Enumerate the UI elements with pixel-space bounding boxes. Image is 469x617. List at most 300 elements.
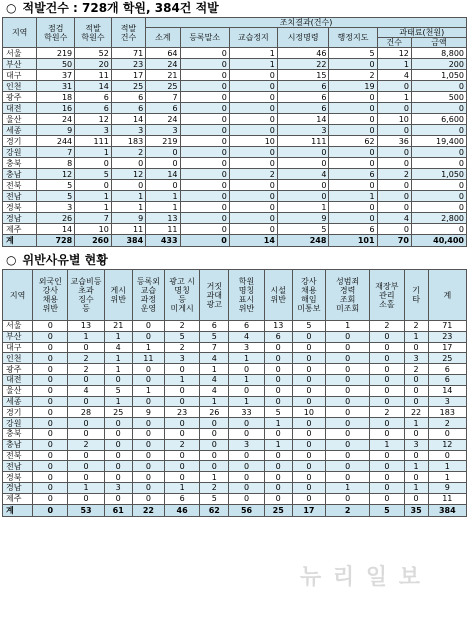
value-cell: 0 bbox=[277, 191, 329, 202]
value-cell: 1,050 bbox=[411, 169, 466, 180]
value-cell: 0 bbox=[326, 353, 370, 364]
value-cell: 3 bbox=[104, 482, 132, 493]
value-cell: 0 bbox=[180, 136, 229, 147]
value-cell: 0 bbox=[377, 125, 411, 136]
value-cell: 5 bbox=[264, 407, 292, 418]
total-value: 14 bbox=[229, 235, 277, 247]
value-cell: 62 bbox=[329, 136, 377, 147]
table-row bbox=[3, 213, 467, 224]
value-cell: 25 bbox=[104, 407, 132, 418]
value-cell: 6 bbox=[165, 493, 200, 504]
value-cell: 1 bbox=[111, 191, 145, 202]
value-cell: 0 bbox=[132, 418, 164, 429]
value-cell: 0 bbox=[180, 114, 229, 125]
value-cell: 0 bbox=[277, 158, 329, 169]
value-cell: 6 bbox=[277, 103, 329, 114]
value-cell: 0 bbox=[329, 92, 377, 103]
table-row bbox=[3, 493, 467, 504]
value-cell: 0 bbox=[411, 125, 466, 136]
value-cell: 0 bbox=[180, 103, 229, 114]
value-cell: 2 bbox=[377, 169, 411, 180]
value-cell: 0 bbox=[33, 461, 68, 472]
value-cell: 0 bbox=[229, 147, 277, 158]
value-cell: 0 bbox=[132, 331, 164, 342]
value-cell: 1 bbox=[229, 59, 277, 70]
region-cell: 강원 bbox=[3, 418, 33, 429]
value-cell: 33 bbox=[229, 407, 264, 418]
header-results: 조치결과(건수) bbox=[146, 18, 467, 28]
value-cell: 0 bbox=[370, 428, 404, 439]
header-inspected: 점검 학원수 bbox=[37, 18, 75, 48]
value-cell: 1,050 bbox=[411, 70, 466, 81]
region-cell: 강원 bbox=[3, 147, 37, 158]
value-cell: 0 bbox=[326, 450, 370, 461]
value-cell: 6 bbox=[428, 364, 466, 375]
value-cell: 0 bbox=[180, 202, 229, 213]
value-cell: 1 bbox=[200, 364, 229, 375]
value-cell: 13 bbox=[68, 321, 104, 332]
total-value: 62 bbox=[200, 504, 229, 516]
value-cell: 0 bbox=[68, 374, 104, 385]
value-cell: 0 bbox=[404, 385, 428, 396]
table-row bbox=[3, 103, 467, 114]
value-cell: 0 bbox=[229, 103, 277, 114]
value-cell: 0 bbox=[33, 472, 68, 483]
value-cell: 1 bbox=[404, 331, 428, 342]
value-cell: 50 bbox=[37, 59, 75, 70]
value-cell: 0 bbox=[68, 461, 104, 472]
total-value: 56 bbox=[229, 504, 264, 516]
value-cell: 0 bbox=[329, 59, 377, 70]
region-cell: 충북 bbox=[3, 428, 33, 439]
value-cell: 0 bbox=[229, 81, 277, 92]
value-cell: 4 bbox=[68, 385, 104, 396]
header-cell: 외국인 강사 채용 위반 bbox=[33, 270, 68, 321]
value-cell: 0 bbox=[180, 213, 229, 224]
header-fine-count: 건수 bbox=[377, 38, 411, 48]
bullet-icon: ○ bbox=[6, 253, 17, 267]
total-value: 248 bbox=[277, 235, 329, 247]
value-cell: 0 bbox=[292, 493, 325, 504]
value-cell: 0 bbox=[200, 418, 229, 429]
value-cell: 0 bbox=[329, 202, 377, 213]
value-cell: 24 bbox=[146, 114, 180, 125]
value-cell: 0 bbox=[329, 114, 377, 125]
total-value: 728 bbox=[37, 235, 75, 247]
value-cell: 0 bbox=[33, 353, 68, 364]
value-cell: 0 bbox=[411, 224, 466, 235]
value-cell: 13 bbox=[146, 213, 180, 224]
value-cell: 14 bbox=[75, 81, 112, 92]
value-cell: 0 bbox=[329, 213, 377, 224]
header-cell: 지역 bbox=[3, 270, 33, 321]
value-cell: 0 bbox=[326, 331, 370, 342]
value-cell: 0 bbox=[277, 180, 329, 191]
value-cell: 7 bbox=[75, 213, 112, 224]
region-cell: 부산 bbox=[3, 59, 37, 70]
value-cell: 23 bbox=[111, 59, 145, 70]
region-cell: 울산 bbox=[3, 114, 37, 125]
value-cell: 7 bbox=[200, 342, 229, 353]
value-cell: 0 bbox=[68, 493, 104, 504]
value-cell: 3 bbox=[165, 353, 200, 364]
value-cell: 0 bbox=[229, 472, 264, 483]
value-cell: 2 bbox=[229, 169, 277, 180]
header-cell: 성범죄 경력 조회 미조회 bbox=[326, 270, 370, 321]
region-cell: 경남 bbox=[3, 482, 33, 493]
value-cell: 25 bbox=[111, 81, 145, 92]
value-cell: 2 bbox=[200, 482, 229, 493]
value-cell: 0 bbox=[75, 158, 112, 169]
value-cell: 1 bbox=[104, 396, 132, 407]
watermark-logo: 뉴 리 일 보 bbox=[300, 565, 422, 590]
value-cell: 0 bbox=[165, 450, 200, 461]
value-cell: 0 bbox=[370, 374, 404, 385]
total-value: 35 bbox=[404, 504, 428, 516]
value-cell: 7 bbox=[146, 92, 180, 103]
header-correction: 시정명령 bbox=[277, 28, 329, 48]
value-cell: 6 bbox=[264, 331, 292, 342]
value-cell: 0 bbox=[229, 224, 277, 235]
region-cell: 전북 bbox=[3, 450, 33, 461]
value-cell: 0 bbox=[329, 158, 377, 169]
region-cell: 경남 bbox=[3, 213, 37, 224]
value-cell: 0 bbox=[404, 342, 428, 353]
value-cell: 0 bbox=[404, 428, 428, 439]
value-cell: 1 bbox=[428, 461, 466, 472]
region-cell: 충남 bbox=[3, 439, 33, 450]
value-cell: 0 bbox=[132, 364, 164, 375]
value-cell: 2 bbox=[370, 321, 404, 332]
value-cell: 3 bbox=[75, 125, 112, 136]
region-cell: 부산 bbox=[3, 331, 33, 342]
region-cell: 전남 bbox=[3, 191, 37, 202]
table-row bbox=[3, 114, 467, 125]
value-cell: 5 bbox=[200, 493, 229, 504]
region-cell: 울산 bbox=[3, 385, 33, 396]
value-cell: 0 bbox=[132, 321, 164, 332]
value-cell: 6 bbox=[146, 103, 180, 114]
table-row bbox=[3, 92, 467, 103]
value-cell: 17 bbox=[111, 70, 145, 81]
value-cell: 5 bbox=[165, 331, 200, 342]
value-cell: 1 bbox=[104, 364, 132, 375]
value-cell: 0 bbox=[229, 213, 277, 224]
value-cell: 8 bbox=[37, 158, 75, 169]
value-cell: 20 bbox=[75, 59, 112, 70]
value-cell: 2 bbox=[165, 439, 200, 450]
value-cell: 0 bbox=[229, 482, 264, 493]
value-cell: 0 bbox=[180, 81, 229, 92]
value-cell: 0 bbox=[264, 493, 292, 504]
value-cell: 0 bbox=[229, 385, 264, 396]
value-cell: 0 bbox=[180, 48, 229, 59]
value-cell: 0 bbox=[326, 461, 370, 472]
value-cell: 21 bbox=[104, 321, 132, 332]
region-cell: 대구 bbox=[3, 70, 37, 81]
section1-title bbox=[0, 0, 469, 17]
value-cell: 5 bbox=[292, 321, 325, 332]
table-row bbox=[3, 147, 467, 158]
table-row bbox=[3, 450, 467, 461]
table-row bbox=[3, 385, 467, 396]
total-label: 계 bbox=[3, 504, 33, 516]
value-cell: 6 bbox=[277, 92, 329, 103]
value-cell: 0 bbox=[370, 331, 404, 342]
value-cell: 0 bbox=[404, 472, 428, 483]
value-cell: 16 bbox=[37, 103, 75, 114]
table-row bbox=[3, 48, 467, 59]
value-cell: 4 bbox=[377, 213, 411, 224]
table-row bbox=[3, 224, 467, 235]
value-cell: 0 bbox=[229, 364, 264, 375]
value-cell: 0 bbox=[326, 342, 370, 353]
value-cell: 0 bbox=[292, 428, 325, 439]
value-cell: 22 bbox=[277, 59, 329, 70]
value-cell: 0 bbox=[132, 493, 164, 504]
region-cell: 전북 bbox=[3, 180, 37, 191]
value-cell: 1 bbox=[326, 321, 370, 332]
total-value: 260 bbox=[75, 235, 112, 247]
value-cell: 0 bbox=[68, 342, 104, 353]
value-cell: 0 bbox=[370, 472, 404, 483]
value-cell: 1 bbox=[146, 202, 180, 213]
value-cell: 64 bbox=[146, 48, 180, 59]
value-cell: 0 bbox=[370, 461, 404, 472]
value-cell: 3 bbox=[428, 396, 466, 407]
value-cell: 1 bbox=[75, 147, 112, 158]
value-cell: 219 bbox=[37, 48, 75, 59]
value-cell: 0 bbox=[292, 472, 325, 483]
value-cell: 6 bbox=[277, 81, 329, 92]
value-cell: 0 bbox=[292, 461, 325, 472]
value-cell: 0 bbox=[229, 125, 277, 136]
value-cell: 0 bbox=[264, 385, 292, 396]
value-cell: 5 bbox=[277, 224, 329, 235]
value-cell: 0 bbox=[200, 461, 229, 472]
region-cell: 서울 bbox=[3, 48, 37, 59]
total-value: 0 bbox=[33, 504, 68, 516]
value-cell: 14 bbox=[111, 114, 145, 125]
value-cell: 1 bbox=[200, 472, 229, 483]
region-cell: 제주 bbox=[3, 493, 33, 504]
value-cell: 0 bbox=[229, 418, 264, 429]
value-cell: 0 bbox=[411, 103, 466, 114]
value-cell: 0 bbox=[68, 418, 104, 429]
value-cell: 5 bbox=[329, 48, 377, 59]
total-value: 61 bbox=[104, 504, 132, 516]
value-cell: 0 bbox=[132, 396, 164, 407]
value-cell: 0 bbox=[33, 482, 68, 493]
value-cell: 8,800 bbox=[411, 48, 466, 59]
region-cell: 광주 bbox=[3, 364, 33, 375]
value-cell: 6 bbox=[75, 92, 112, 103]
value-cell: 3 bbox=[146, 125, 180, 136]
header-region: 지역 bbox=[3, 18, 37, 48]
table-row bbox=[3, 374, 467, 385]
region-cell: 경기 bbox=[3, 136, 37, 147]
value-cell: 0 bbox=[292, 364, 325, 375]
header-fine-group: 과태료(천원) bbox=[377, 28, 466, 38]
value-cell: 3 bbox=[229, 342, 264, 353]
region-cell: 서울 bbox=[3, 321, 33, 332]
value-cell: 0 bbox=[165, 461, 200, 472]
value-cell: 2 bbox=[165, 321, 200, 332]
value-cell: 0 bbox=[75, 180, 112, 191]
value-cell: 10 bbox=[229, 136, 277, 147]
value-cell: 19,400 bbox=[411, 136, 466, 147]
value-cell: 3 bbox=[229, 439, 264, 450]
total-value: 384 bbox=[111, 235, 145, 247]
value-cell: 0 bbox=[132, 482, 164, 493]
value-cell: 0 bbox=[165, 364, 200, 375]
value-cell: 1 bbox=[229, 396, 264, 407]
region-cell: 대구 bbox=[3, 342, 33, 353]
value-cell: 0 bbox=[180, 224, 229, 235]
value-cell: 0 bbox=[165, 472, 200, 483]
value-cell: 1 bbox=[377, 59, 411, 70]
value-cell: 0 bbox=[229, 493, 264, 504]
value-cell: 1 bbox=[111, 202, 145, 213]
value-cell: 31 bbox=[37, 81, 75, 92]
value-cell: 0 bbox=[326, 418, 370, 429]
header-cell: 교습비등 초과 징수 등 bbox=[68, 270, 104, 321]
section2-title-text: 위반사유별 현황 bbox=[22, 253, 108, 267]
value-cell: 0 bbox=[165, 396, 200, 407]
value-cell: 0 bbox=[132, 439, 164, 450]
value-cell: 0 bbox=[104, 450, 132, 461]
value-cell: 3 bbox=[404, 353, 428, 364]
value-cell: 0 bbox=[264, 364, 292, 375]
value-cell: 1 bbox=[104, 353, 132, 364]
value-cell: 71 bbox=[111, 48, 145, 59]
total-value: 5 bbox=[370, 504, 404, 516]
region-cell: 인천 bbox=[3, 81, 37, 92]
value-cell: 0 bbox=[33, 439, 68, 450]
table-row bbox=[3, 482, 467, 493]
value-cell: 6 bbox=[75, 103, 112, 114]
header-caught: 적발 학원수 bbox=[75, 18, 112, 48]
value-cell: 12 bbox=[377, 48, 411, 59]
value-cell: 10 bbox=[377, 114, 411, 125]
value-cell: 9 bbox=[111, 213, 145, 224]
value-cell: 14 bbox=[146, 169, 180, 180]
value-cell: 183 bbox=[428, 407, 466, 418]
region-cell: 경북 bbox=[3, 472, 33, 483]
value-cell: 0 bbox=[370, 353, 404, 364]
value-cell: 0 bbox=[326, 428, 370, 439]
value-cell: 1 bbox=[404, 418, 428, 429]
value-cell: 0 bbox=[132, 374, 164, 385]
value-cell: 0 bbox=[33, 385, 68, 396]
value-cell: 0 bbox=[411, 180, 466, 191]
value-cell: 0 bbox=[33, 321, 68, 332]
total-value: 17 bbox=[292, 504, 325, 516]
value-cell: 0 bbox=[377, 202, 411, 213]
value-cell: 0 bbox=[277, 147, 329, 158]
value-cell: 2 bbox=[370, 407, 404, 418]
value-cell: 1 bbox=[68, 482, 104, 493]
value-cell: 0 bbox=[329, 103, 377, 114]
total-value: 0 bbox=[180, 235, 229, 247]
table-row bbox=[3, 125, 467, 136]
value-cell: 0 bbox=[229, 202, 277, 213]
region-cell: 경기 bbox=[3, 407, 33, 418]
value-cell: 11 bbox=[111, 224, 145, 235]
value-cell: 0 bbox=[370, 385, 404, 396]
value-cell: 0 bbox=[33, 364, 68, 375]
value-cell: 0 bbox=[411, 81, 466, 92]
value-cell: 0 bbox=[68, 396, 104, 407]
table-row bbox=[3, 169, 467, 180]
table-row bbox=[3, 461, 467, 472]
value-cell: 5 bbox=[104, 385, 132, 396]
value-cell: 0 bbox=[165, 428, 200, 439]
value-cell: 1 bbox=[329, 191, 377, 202]
value-cell: 1 bbox=[229, 353, 264, 364]
value-cell: 14 bbox=[428, 385, 466, 396]
value-cell: 12 bbox=[75, 114, 112, 125]
value-cell: 0 bbox=[111, 158, 145, 169]
region-cell: 대전 bbox=[3, 374, 33, 385]
region-cell: 제주 bbox=[3, 224, 37, 235]
value-cell: 0 bbox=[377, 158, 411, 169]
value-cell: 6,600 bbox=[411, 114, 466, 125]
value-cell: 9 bbox=[132, 407, 164, 418]
violation-reason-table bbox=[2, 269, 467, 517]
value-cell: 0 bbox=[370, 493, 404, 504]
value-cell: 12 bbox=[37, 169, 75, 180]
value-cell: 1 bbox=[132, 385, 164, 396]
value-cell: 0 bbox=[229, 180, 277, 191]
value-cell: 9 bbox=[277, 213, 329, 224]
value-cell: 0 bbox=[165, 385, 200, 396]
value-cell: 1 bbox=[377, 92, 411, 103]
header-cell: 광고 시 명칭 등 미게시 bbox=[165, 270, 200, 321]
value-cell: 6 bbox=[111, 92, 145, 103]
value-cell: 0 bbox=[33, 407, 68, 418]
header-cell: 게시 위반 bbox=[104, 270, 132, 321]
header-violations: 적발 건수 bbox=[111, 18, 145, 48]
value-cell: 0 bbox=[411, 191, 466, 202]
value-cell: 4 bbox=[377, 70, 411, 81]
value-cell: 0 bbox=[377, 191, 411, 202]
table-row bbox=[3, 396, 467, 407]
value-cell: 46 bbox=[277, 48, 329, 59]
value-cell: 0 bbox=[329, 147, 377, 158]
value-cell: 11 bbox=[75, 70, 112, 81]
value-cell: 26 bbox=[37, 213, 75, 224]
value-cell: 500 bbox=[411, 92, 466, 103]
value-cell: 0 bbox=[404, 450, 428, 461]
value-cell: 7 bbox=[37, 147, 75, 158]
value-cell: 0 bbox=[326, 374, 370, 385]
table-row bbox=[3, 418, 467, 429]
value-cell: 1 bbox=[165, 374, 200, 385]
header-cell: 시설 위반 bbox=[264, 270, 292, 321]
value-cell: 0 bbox=[200, 450, 229, 461]
value-cell: 0 bbox=[326, 396, 370, 407]
value-cell: 0 bbox=[370, 342, 404, 353]
value-cell: 2 bbox=[428, 418, 466, 429]
value-cell: 17 bbox=[428, 342, 466, 353]
value-cell: 0 bbox=[377, 81, 411, 92]
value-cell: 0 bbox=[329, 125, 377, 136]
value-cell: 36 bbox=[377, 136, 411, 147]
total-value: 384 bbox=[428, 504, 466, 516]
value-cell: 0 bbox=[326, 407, 370, 418]
value-cell: 9 bbox=[37, 125, 75, 136]
